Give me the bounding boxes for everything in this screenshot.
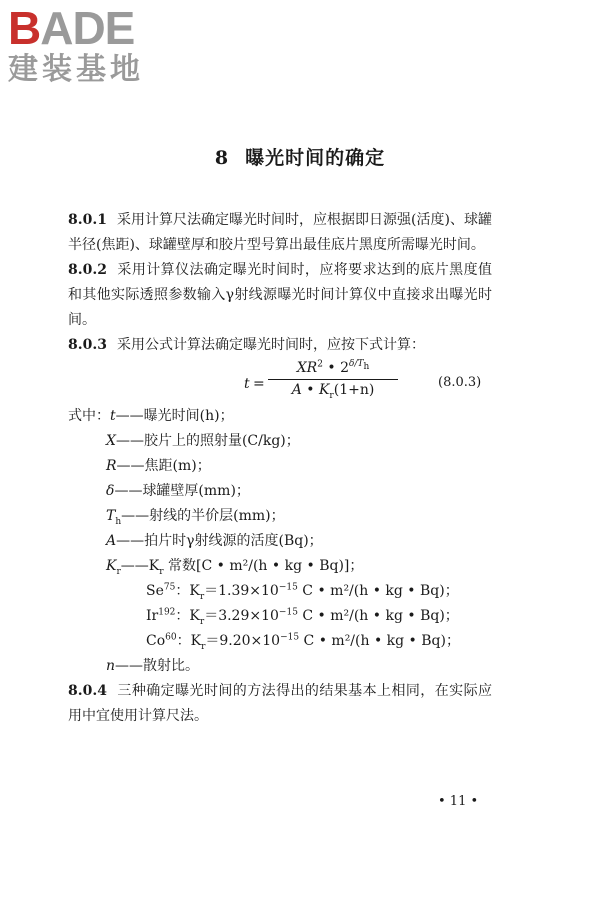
page-number: • 11 • [438, 794, 479, 809]
symbol-definitions [68, 404, 492, 679]
def-x: X——胶片上的照射量(C/kg)； [106, 433, 300, 449]
exposure-formula: t = $\frac{XR^2 • 2^{\delta/T_h}}{A • K_r(1+n)}$ (8.0.3) [244, 359, 482, 401]
logo-wordmark: BADE [8, 2, 135, 54]
formula-number: (8.0.3) [438, 375, 482, 390]
clause-8-0-4: 8.0.4 三种确定曝光时间的方法得出的结果基本上相同，在实际应用中宜使用计算尺法。 [68, 683, 492, 724]
const-se75: Se$^{75}$：$K_r=1.39\times 10^{-15}$ C • m²/(h • kg • Bq)； [146, 582, 459, 602]
formula-numerator: $XR^2$ • $2^{\delta/T_h}$ [268, 358, 398, 380]
def-n: n——散射比。 [106, 658, 200, 674]
chapter-number: 8 [214, 147, 230, 169]
chapter-title [0, 143, 600, 170]
chapter-body [68, 208, 492, 729]
clause-8-0-2: 8.0.2 采用计算仪法确定曝光时间时，应将要求达到的底片黑度值和其他实际透照参数输入γ射线源曝光时间计算仪中直接求出曝光时间。 [68, 262, 492, 328]
clause-8-0-3: 8.0.3 采用公式计算法确定曝光时间时，应按下式计算： [68, 337, 425, 353]
def-th: $T_h——$射线的半价层(mm)； [106, 508, 285, 527]
formula-fraction [268, 358, 398, 400]
def-r: R——焦距(m)； [106, 458, 211, 474]
brand-logo [8, 4, 178, 88]
clause-8-0-1: 8.0.1 采用计算尺法确定曝光时间时，应根据即日源强(活度)、球罐半径(焦距)、球罐壁厚和胶片型号算出最佳底片黑度所需曝光时间。 [68, 212, 492, 253]
chapter-heading: 曝光时间的确定 [245, 147, 386, 169]
def-delta: δ——球罐壁厚(mm)； [106, 483, 250, 499]
const-co60: Co$^{60}$：$K_r=9.20\times 10^{-15}$ C • m²/(h • kg • Bq)； [146, 632, 460, 652]
def-kr: $K_r——K_r$ 常数[C • m²/(h • kg • Bq)]； [106, 558, 364, 577]
def-a: A——拍片时γ射线源的活度(Bq)； [106, 533, 323, 549]
const-ir192: Ir$^{192}$：$K_r=3.29\times 10^{-15}$ C • m²/(h • kg • Bq)； [146, 607, 459, 627]
formula-denominator: A • $K_r(1+n)$ [291, 382, 375, 401]
def-t: 式中：t——曝光时间(h)； [68, 408, 234, 424]
logo-subtitle: 建装基地 [8, 52, 144, 87]
